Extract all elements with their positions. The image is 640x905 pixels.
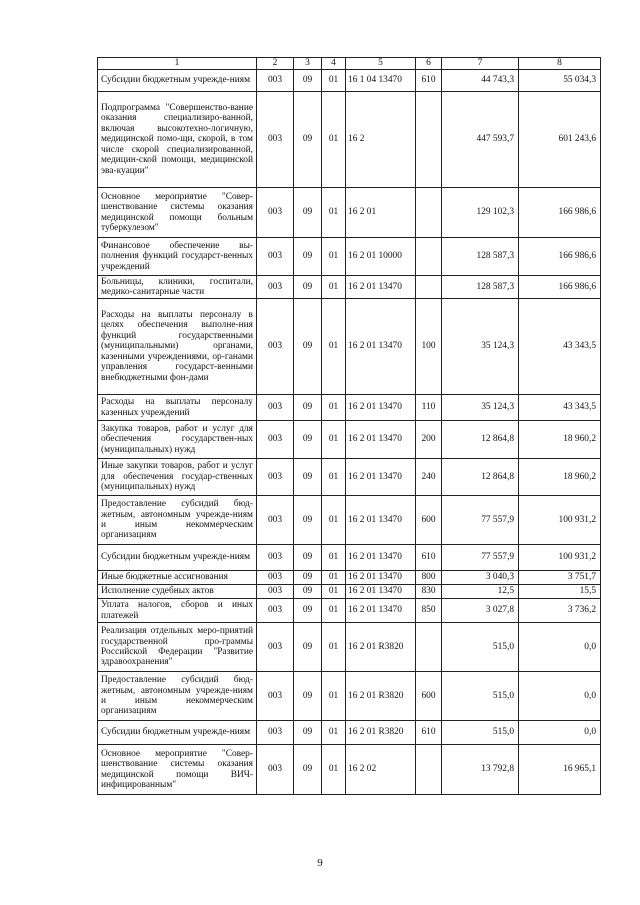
row-name: Основное мероприятие "Совер-шенствование системы оказания медицинской помощи ВИЧ-инфицированным" bbox=[98, 745, 257, 795]
header-col-7: 7 bbox=[442, 58, 519, 70]
row-expense-type bbox=[416, 238, 442, 276]
row-subsection-code: 01 bbox=[322, 92, 346, 188]
row-amount-2: 15,5 bbox=[519, 585, 601, 599]
page-number: 9 bbox=[317, 857, 323, 869]
row-amount-1: 77 557,9 bbox=[442, 496, 519, 545]
row-amount-1: 12 864,8 bbox=[442, 421, 519, 459]
header-col-4: 4 bbox=[322, 58, 346, 70]
row-amount-2: 3 751,7 bbox=[519, 571, 601, 585]
row-amount-2: 18 960,2 bbox=[519, 459, 601, 496]
row-amount-1: 35 124,3 bbox=[442, 395, 519, 421]
row-subsection-code: 01 bbox=[322, 599, 346, 623]
row-expense-type: 610 bbox=[416, 545, 442, 571]
row-name: Иные закупки товаров, работ и услуг для обеспечения государ-ственных (муниципальных) нужд bbox=[98, 459, 257, 496]
row-expense-type: 600 bbox=[416, 672, 442, 721]
row-expense-type: 240 bbox=[416, 459, 442, 496]
row-amount-1: 12 864,8 bbox=[442, 459, 519, 496]
row-amount-2: 3 736,2 bbox=[519, 599, 601, 623]
table-row bbox=[98, 238, 601, 276]
table-row bbox=[98, 721, 601, 745]
row-section-code: 09 bbox=[294, 92, 322, 188]
row-name: Основное мероприятие "Совер-шенствование системы оказания медицинской помощи больным туберкулезом" bbox=[98, 188, 257, 238]
row-amount-2: 0,0 bbox=[519, 721, 601, 745]
row-amount-1: 77 557,9 bbox=[442, 545, 519, 571]
row-name: Предоставление субсидий бюд-жетным, автономным учрежде-ниям и иным некоммерческим организациям bbox=[98, 672, 257, 721]
row-target-code: 16 2 01 R3820 bbox=[346, 623, 416, 672]
row-expense-type bbox=[416, 745, 442, 795]
row-section-code: 09 bbox=[294, 395, 322, 421]
row-amount-1: 35 124,3 bbox=[442, 299, 519, 395]
row-amount-1: 515,0 bbox=[442, 721, 519, 745]
row-target-code: 16 2 01 10000 bbox=[346, 238, 416, 276]
row-admin-code: 003 bbox=[257, 599, 294, 623]
row-amount-2: 43 343,5 bbox=[519, 299, 601, 395]
row-amount-2: 100 931,2 bbox=[519, 496, 601, 545]
header-col-6: 6 bbox=[416, 58, 442, 70]
table-row bbox=[98, 188, 601, 238]
header-col-3: 3 bbox=[294, 58, 322, 70]
row-amount-1: 129 102,3 bbox=[442, 188, 519, 238]
row-name: Субсидии бюджетным учрежде-ниям bbox=[98, 70, 257, 92]
row-section-code: 09 bbox=[294, 745, 322, 795]
table-row bbox=[98, 571, 601, 585]
row-target-code: 16 2 01 13470 bbox=[346, 459, 416, 496]
row-admin-code: 003 bbox=[257, 496, 294, 545]
row-amount-1: 3 027,8 bbox=[442, 599, 519, 623]
row-amount-1: 447 593,7 bbox=[442, 92, 519, 188]
header-col-2: 2 bbox=[257, 58, 294, 70]
row-subsection-code: 01 bbox=[322, 188, 346, 238]
row-expense-type: 830 bbox=[416, 585, 442, 599]
row-name: Закупка товаров, работ и услуг для обеспечения государствен-ных (муниципальных) нужд bbox=[98, 421, 257, 459]
table-row bbox=[98, 496, 601, 545]
budget-table bbox=[97, 57, 601, 795]
row-target-code: 16 2 01 13470 bbox=[346, 395, 416, 421]
row-admin-code: 003 bbox=[257, 745, 294, 795]
table-row bbox=[98, 276, 601, 299]
row-target-code: 16 2 bbox=[346, 92, 416, 188]
row-section-code: 09 bbox=[294, 421, 322, 459]
row-subsection-code: 01 bbox=[322, 672, 346, 721]
row-amount-1: 13 792,8 bbox=[442, 745, 519, 795]
row-amount-2: 166 986,6 bbox=[519, 238, 601, 276]
row-section-code: 09 bbox=[294, 545, 322, 571]
row-amount-2: 18 960,2 bbox=[519, 421, 601, 459]
row-section-code: 09 bbox=[294, 299, 322, 395]
row-subsection-code: 01 bbox=[322, 571, 346, 585]
header-col-1: 1 bbox=[98, 58, 257, 70]
row-expense-type: 100 bbox=[416, 299, 442, 395]
row-name: Реализация отдельных меро-приятий государственной про-граммы Российской Федерации "Развитие здравоохранения" bbox=[98, 623, 257, 672]
row-admin-code: 003 bbox=[257, 421, 294, 459]
row-target-code: 16 2 01 13470 bbox=[346, 545, 416, 571]
row-name: Расходы на выплаты персоналу в целях обеспечения выполне-ния функций государственными (муниципальными) органами, казенными учреждениями, ор-ганами управления государст-венными внебюджетными фон-дами bbox=[98, 299, 257, 395]
row-target-code: 16 2 01 R3820 bbox=[346, 672, 416, 721]
row-section-code: 09 bbox=[294, 623, 322, 672]
row-name: Субсидии бюджетным учрежде-ниям bbox=[98, 545, 257, 571]
row-amount-1: 128 587,3 bbox=[442, 238, 519, 276]
row-target-code: 16 2 01 13470 bbox=[346, 496, 416, 545]
row-name: Уплата налогов, сборов и иных платежей bbox=[98, 599, 257, 623]
row-section-code: 09 bbox=[294, 585, 322, 599]
row-name: Финансовое обеспечение вы-полнения функций государст-венных учреждений bbox=[98, 238, 257, 276]
row-amount-1: 44 743,3 bbox=[442, 70, 519, 92]
header-col-5: 5 bbox=[346, 58, 416, 70]
row-admin-code: 003 bbox=[257, 459, 294, 496]
row-amount-1: 3 040,3 bbox=[442, 571, 519, 585]
row-target-code: 16 2 01 R3820 bbox=[346, 721, 416, 745]
table-row bbox=[98, 545, 601, 571]
row-admin-code: 003 bbox=[257, 571, 294, 585]
row-amount-2: 166 986,6 bbox=[519, 276, 601, 299]
row-section-code: 09 bbox=[294, 672, 322, 721]
row-amount-2: 601 243,6 bbox=[519, 92, 601, 188]
row-target-code: 16 2 01 13470 bbox=[346, 421, 416, 459]
row-name: Подпрограмма "Совершенство-вание оказания специализиро-ванной, включая высокотехно-логичную, медицинской помо-щи, скорой, в том числе скорой специализированной, медицин-ской помощи, медицинской эва-куации" bbox=[98, 92, 257, 188]
row-subsection-code: 01 bbox=[322, 238, 346, 276]
row-name: Субсидии бюджетным учрежде-ниям bbox=[98, 721, 257, 745]
row-expense-type: 600 bbox=[416, 496, 442, 545]
row-expense-type: 850 bbox=[416, 599, 442, 623]
row-amount-2: 166 986,6 bbox=[519, 188, 601, 238]
table-row bbox=[98, 672, 601, 721]
row-admin-code: 003 bbox=[257, 395, 294, 421]
row-expense-type bbox=[416, 92, 442, 188]
row-admin-code: 003 bbox=[257, 299, 294, 395]
row-subsection-code: 01 bbox=[322, 496, 346, 545]
table-row bbox=[98, 599, 601, 623]
table-row bbox=[98, 623, 601, 672]
row-expense-type bbox=[416, 623, 442, 672]
row-expense-type: 610 bbox=[416, 721, 442, 745]
table-row bbox=[98, 395, 601, 421]
row-amount-2: 43 343,5 bbox=[519, 395, 601, 421]
row-expense-type bbox=[416, 276, 442, 299]
row-expense-type: 200 bbox=[416, 421, 442, 459]
row-subsection-code: 01 bbox=[322, 721, 346, 745]
row-subsection-code: 01 bbox=[322, 623, 346, 672]
row-admin-code: 003 bbox=[257, 276, 294, 299]
row-expense-type: 610 bbox=[416, 70, 442, 92]
row-section-code: 09 bbox=[294, 496, 322, 545]
row-expense-type bbox=[416, 188, 442, 238]
row-section-code: 09 bbox=[294, 188, 322, 238]
row-target-code: 16 2 01 bbox=[346, 188, 416, 238]
row-admin-code: 003 bbox=[257, 721, 294, 745]
row-amount-2: 16 965,1 bbox=[519, 745, 601, 795]
row-subsection-code: 01 bbox=[322, 585, 346, 599]
row-subsection-code: 01 bbox=[322, 545, 346, 571]
row-section-code: 09 bbox=[294, 721, 322, 745]
row-expense-type: 110 bbox=[416, 395, 442, 421]
row-subsection-code: 01 bbox=[322, 70, 346, 92]
table-row bbox=[98, 299, 601, 395]
row-amount-2: 55 034,3 bbox=[519, 70, 601, 92]
row-section-code: 09 bbox=[294, 70, 322, 92]
row-amount-1: 128 587,3 bbox=[442, 276, 519, 299]
row-admin-code: 003 bbox=[257, 672, 294, 721]
row-admin-code: 003 bbox=[257, 188, 294, 238]
row-target-code: 16 2 01 13470 bbox=[346, 299, 416, 395]
header-col-8: 8 bbox=[519, 58, 601, 70]
row-admin-code: 003 bbox=[257, 92, 294, 188]
table-row bbox=[98, 92, 601, 188]
row-target-code: 16 2 01 13470 bbox=[346, 276, 416, 299]
row-name: Расходы на выплаты персоналу казенных учреждений bbox=[98, 395, 257, 421]
row-amount-1: 515,0 bbox=[442, 672, 519, 721]
row-subsection-code: 01 bbox=[322, 745, 346, 795]
row-section-code: 09 bbox=[294, 599, 322, 623]
table-row bbox=[98, 585, 601, 599]
row-amount-2: 100 931,2 bbox=[519, 545, 601, 571]
row-amount-1: 12,5 bbox=[442, 585, 519, 599]
row-admin-code: 003 bbox=[257, 238, 294, 276]
row-section-code: 09 bbox=[294, 459, 322, 496]
row-admin-code: 003 bbox=[257, 70, 294, 92]
row-target-code: 16 2 02 bbox=[346, 745, 416, 795]
table-row bbox=[98, 70, 601, 92]
row-name: Предоставление субсидий бюд-жетным, автономным учрежде-ниям и иным некоммерческим организациям bbox=[98, 496, 257, 545]
row-admin-code: 003 bbox=[257, 623, 294, 672]
row-section-code: 09 bbox=[294, 238, 322, 276]
row-subsection-code: 01 bbox=[322, 459, 346, 496]
table-row bbox=[98, 421, 601, 459]
row-section-code: 09 bbox=[294, 571, 322, 585]
row-subsection-code: 01 bbox=[322, 276, 346, 299]
row-expense-type: 800 bbox=[416, 571, 442, 585]
row-target-code: 16 2 01 13470 bbox=[346, 571, 416, 585]
table-row bbox=[98, 459, 601, 496]
row-subsection-code: 01 bbox=[322, 299, 346, 395]
row-admin-code: 003 bbox=[257, 585, 294, 599]
row-amount-1: 515,0 bbox=[442, 623, 519, 672]
table-row bbox=[98, 745, 601, 795]
row-name: Больницы, клиники, госпитали, медико-санитарные части bbox=[98, 276, 257, 299]
row-target-code: 16 2 01 13470 bbox=[346, 585, 416, 599]
row-name: Иные бюджетные ассигнования bbox=[98, 571, 257, 585]
row-amount-2: 0,0 bbox=[519, 623, 601, 672]
row-admin-code: 003 bbox=[257, 545, 294, 571]
row-subsection-code: 01 bbox=[322, 421, 346, 459]
row-target-code: 16 1 04 13470 bbox=[346, 70, 416, 92]
row-section-code: 09 bbox=[294, 276, 322, 299]
row-name: Исполнение судебных актов bbox=[98, 585, 257, 599]
row-subsection-code: 01 bbox=[322, 395, 346, 421]
header-row bbox=[98, 58, 601, 70]
row-target-code: 16 2 01 13470 bbox=[346, 599, 416, 623]
row-amount-2: 0,0 bbox=[519, 672, 601, 721]
